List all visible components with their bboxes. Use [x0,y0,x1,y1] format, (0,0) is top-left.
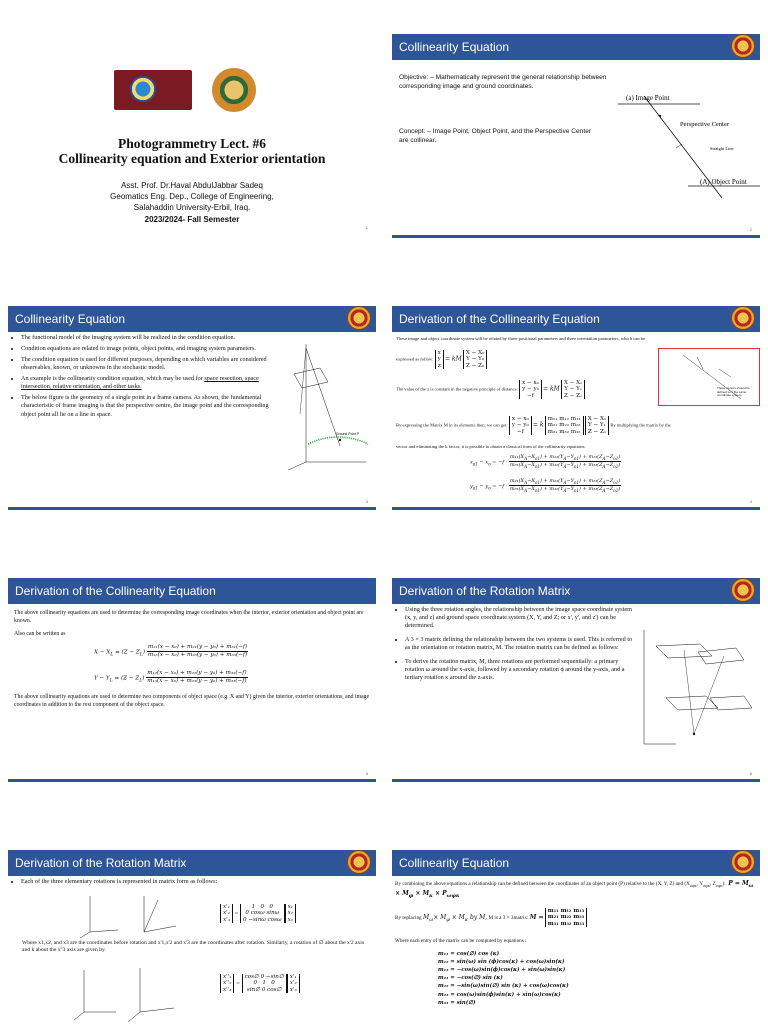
slide-header [8,578,376,604]
entry-m31: m₃₁ = sin(∅) [438,999,476,1006]
bullet-item: • To derive the rotation matrix, M, three rotations are performed sequentially: a primary rotation ω around the x-axis, followed by a secondary rotation ϕ around the y-axis, and a tertiary rotation κ around the z-axis. [405,658,633,682]
entry-m21: m₂₁ = −cos(∅) sin (κ) [438,975,503,982]
image-vector-expanded: x − x₀ y − y₀ −f [509,416,532,435]
collinearity-diagram [604,88,760,198]
author-name: Asst. Prof. Dr.Haval AbdulJabbar Sadeq [121,181,263,190]
k-value-text: The value of the z is constant in the negative principle of distance: [396,386,518,392]
slide-header [392,578,760,604]
slide-collinearity-2 [8,302,376,510]
phi-rotation-matrix: x''₁ x''₂ x''₃ = cos∅ 0 −sin∅ 0 1 0 sin∅ 0 cos∅x'₁ x'₂ x'₃ [220,974,300,993]
slide-collinearity-1 [392,30,760,238]
page-number: 6 [749,771,752,776]
collinearity-equation-y: $y_{a1} - y_o = -f$ · $\frac{m_{21}(X_A-X_{o1}) + m_{22}(Y_A-Y_{o1}) + m_{23}(Z_A-Z_{o1})}{m_{31}(X_A-X_{o1}) + m_{32}(Y_A-Y_{o1}) + m_{33}(Z_A-Z_{o1})}$ [470,478,621,494]
paragraph-1: By combining the above equations a relationship can be defined between the coordinates of an object point (P) relative to the (X, Y, Z) and ($X_{o\varphi\kappa}$, $Y_{o\varphi\kappa}$, $Z_{o\varphi\kappa}$): $P = M_\omega \times M_\varphi \times M_\kappa \times P_{\omega\varphi\kappa}$ [395,880,754,899]
slide-footer-bar [392,235,760,238]
lecture-title: Photogrammetry Lect. #6 [117,136,267,151]
by-multiplying-text: By multiplying the matrix by the [610,422,671,428]
inverse-equation-x: $X - X_L = (Z - Z_L)$ $\frac{\text{m₁₁(x − x₀) + m₂₁(y − y₀) + m₃₁(−f)}}{\text{m₁₃(x − x₀) + m₂₃(y − y₀) + m₃₃(−f)}}$ [94,644,248,659]
paragraph-2: Also can be written as [14,631,66,638]
paragraph-3: The above collinearity equations are used to determine two components of object space (e.g. X and Y) given the interior, exterior orientations, and image coordinates in addition to the rest component of the object space. [14,694,370,708]
slide-title [8,30,376,238]
m-matrix: m₁₁ m₁₂ m₁₃ m₂₁ m₂₂ m₂₃ m₃₁ m₃₂ m₃₃ [545,908,587,927]
college-emblem-icon [130,76,156,102]
university-logo-icon [731,34,755,58]
slide-title: Derivation of the Rotation Matrix [399,584,571,598]
perspective-center-label: Perspective Center [680,121,729,128]
university-logo-icon [731,578,755,602]
page-number: 5 [365,771,368,776]
rotation-geometry-figure [636,626,758,754]
paragraph-1: The above collinearity equations are used to determine the corresponding image coordinates when the interior, exterior orientation and object point are known. [14,610,364,624]
object-vector-expanded: X − X₁ Y − Y₁ Z − Z₁ [585,416,609,435]
expressed-text: expressed as follow: [396,356,434,362]
slide-header [392,34,760,60]
bullet-item: • Each of the three elementary rotations is represented in matrix form as follows: [21,878,367,886]
slide-title: Derivation of the Rotation Matrix [15,856,187,870]
omega-rotation-matrix: x'₁ x'₂ x'₃ = 1 0 0 0 cosω sinω 0 −sinω cosωx₁ x₂ x₃ [220,904,296,923]
by-matrix-text: By expressing the Matrix M in its elements then, we can get: [396,422,508,428]
slide-footer-bar [392,779,760,782]
slide-header [8,850,376,876]
ground-point-label: Ground Point P [336,432,360,436]
entry-m22: m₂₂ = −sin(ω)sin(∅) sin (κ) + cos(ω)cos(κ) [438,983,569,990]
slide-footer-bar [392,507,760,510]
paragraph-1: Where x1,x2, and x3 are the coordinates before rotation and x'1,x'2 and x'3 are the coordinates after rotation. Similarly, a rotation of ∅ about the x'2 axis and k about the x''3 axis are given by. [22,940,365,954]
image-difference-vector: x − x₀ y − y₀ −f [519,380,542,399]
university-logo-icon [347,850,371,874]
vector-text: vector and eliminating the k factor, it is possible to obtain a classical form of the collinearity equations: [396,444,586,449]
inverse-equation-y: $Y - Y_L = (Z - Z_L)$ $\frac{\text{m₁₂(x − x₀) + m₂₂(y − y₀) + m₃₂(−f)}}{\text{m₁₃(x − x₀) + m₂₃(y − y₀) + m₃₃(−f)}}$ [94,670,247,685]
box-note-text: These vectors should be defined w.r.t the same coordinate system. [717,386,750,398]
slide-derivation-2 [8,574,376,782]
university-logo-icon [347,306,371,330]
university-seal-icon [212,68,256,112]
rotation-matrix-m: m₁₁ m₁₂ m₁₃ m₂₁ m₂₂ m₂₃ m₃₁ m₃₂ m₃₃ [545,416,584,435]
page-number: 2 [749,227,752,232]
page-number: 4 [749,499,752,504]
collinearity-equation-x: $x_{a1} - x_o = -f$ · $\frac{m_{11}(X_A-X_{o1}) + m_{12}(Y_A-Y_{o1}) + m_{13}(Z_A-Z_{o1})}{m_{31}(X_A-X_{o1}) + m_{32}(Y_A-Y_{o1}) + m_{33}(Z_A-Z_{o1})}$ [470,454,621,470]
page-number: 1 [365,225,368,230]
university-logo-icon [731,306,755,330]
object-difference-vector: X − Xₒ Y − Yₒ Z − Zₒ [561,380,585,399]
entry-m23: m₂₃ = cos(ω)sin(ϕ)sin(κ) + sin(ω)cos(κ) [438,991,561,998]
intro-text: These image and object coordinate system will be related by three positional parameters and three orientation parameters, which can be [396,336,645,341]
matrix-entries [438,950,738,1007]
bullet-item: • The functional model of the imaging system will be realized in the condition equation. [21,334,273,342]
object-point-label: (A) Object Point [700,178,747,186]
vector-note-box [658,348,760,406]
slide-header [392,850,760,876]
replacing-line: By replacing $M_\omega\times M_\varphi \times M_\kappa$ by M, M is a 3 × 3matrix: M = m₁₁ m₁₂ m₁₃ m₂₁ m₂₂ m₂₃ m₃₁ m₃₂ m₃₃ [395,908,757,927]
bullet-list [395,606,633,683]
entry-m13: m₁₃ = −cos(ω)sin(ϕ)cos(κ) + sin(ω)sin(κ) [438,967,566,974]
bullet-item: • A 3 × 3 matrix defining the relationship between the two systems is used. This is referred to as the orientation or rotation matrix, M. The rotation matrix can be defined as follows: [405,636,633,652]
bullet-item: • Condition equations are related to image points, object points, and imaging system parameters. [21,345,273,353]
page-number: 3 [365,499,368,504]
underlined-tasks: space resection, space intersection, relative orientation, and other tasks. [21,375,259,391]
slide-title: Collinearity Equation [399,40,510,54]
slide-rotation-2 [8,846,376,1024]
coordinate-vector-xyz: x y z [435,350,444,369]
slide-collinearity-3 [392,846,760,1024]
bullet-item: • An example is the collinearity condition equation, which may be used for space resection, space intersection, relative orientation, and other tasks. [21,375,273,391]
omega-rotation-figure [78,892,198,938]
slide-title: Derivation of the Collinearity Equation [15,584,216,598]
slide-title: Collinearity Equation [399,856,510,870]
semester: 2023/2024- Fall Semester [144,214,240,224]
university-logo-icon [731,850,755,874]
bullet-list [11,334,273,419]
slide-header [392,306,760,332]
frame-camera-geometry-figure [280,334,374,474]
where-text: Where each entry of the matrix can be computed by equations : [395,938,527,944]
phi-kappa-rotation-figure [70,962,200,1024]
slide-title: Derivation of the Collinearity Equation [399,312,600,326]
slide-rotation-1 [392,574,760,782]
slide-footer-bar [8,779,376,782]
image-point-label: (a) Image Point [626,94,670,102]
bullet-item: • The below figure is the geometry of a single point in a frame camera. As shown, the fundamental characteristic of frame imaging is that the perspective centre, the image point and the corresponding object point all lie on a line in space. [21,394,273,418]
objective-text: Objective: – Mathematically represent the general relationship between corresponding image and ground coordinates. [399,74,607,90]
university-logo-banner [114,70,192,110]
university: Salahaddin University-Erbil, Iraq. [133,203,251,213]
slide-footer-bar [8,507,376,510]
entry-m12: m₁₂ = sin(ω) sin (ϕ)cos(κ) + cos(ω)sin(κ) [438,959,565,966]
straight-line-label: Straight Line [710,146,734,151]
bullet-item: • The condition equation is used for different purposes, depending on which variables are considered observables, known, or unknowns in the stochastic model. [21,356,273,372]
bullet-item: • Using the three rotation angles, the relationship between the image space coordinate system (x, y, and z) and ground space coordinate system (X, Y, and Z; or x', y', and z') can be determined. [405,606,633,630]
slide-title: Collinearity Equation [15,312,126,326]
department: Geomatics Eng. Dep., College of Engineering, [110,192,274,202]
lecture-subtitle: Collinearity equation and Exterior orientation [58,151,326,166]
ground-difference-vector: X − X₀ Y − Y₀ Z − Z₀ [463,350,487,369]
concept-text: Concept: – Image Point, Object Point, and the Perspective Center are collinear. [399,128,592,144]
slide-header [8,306,376,332]
slide-derivation-1: Derivation of the Collinearity Equation These image and object coordinate system will be related by three positional parameters and three orientation parameters, which can be expressed as follow: x y z = kM X − X₀ Y − Y₀ Z − Z₀ The value of the z is constant in the negative principle of distance: x − x₀ y − y₀ −f = kM X − Xₒ Y − Yₒ Z − Zₒ By expressing the Matrix M in its elements then, we can get: x − x₀ y − y₀ −f = k m₁₁ m₁₂ m₁₃ m₂₁ m₂₂ m₂₃ m₃₁ m₃₂ m₃₃ X − X₁ Y − Y₁ Z − Z₁ By multiplying the matrix by the vector and eliminating the k factor, it is possible to obtain a classical form of the collinearity equations: $x_{a1} - x_o = -f$ · $\frac{m_{11}(X_A-X_{o1}) + m_{12}(Y_A-Y_{o1}) + m_{13}(Z_A-Z_{o1})}{m_{31}(X_A-X_{o1}) + m_{32}(Y_A-Y_{o1}) + m_{33}(Z_A-Z_{o1})}$ $y_{a1} - y_o = -f$ · $\frac{m_{21}(X_A-X_{o1}) + m_{22}(Y_A-Y_{o1}) + m_{23}(Z_A-Z_{o1})}{m_{31}(X_A-X_{o1}) + m_{32}(Y_A-Y_{o1}) + m_{33}(Z_A-Z_{o1})}$ These vectors should be defined w.r.t the same coordinate system. 4 [392,302,760,510]
entry-m11: m₁₁ = cos(∅) cos (κ) [438,951,500,957]
